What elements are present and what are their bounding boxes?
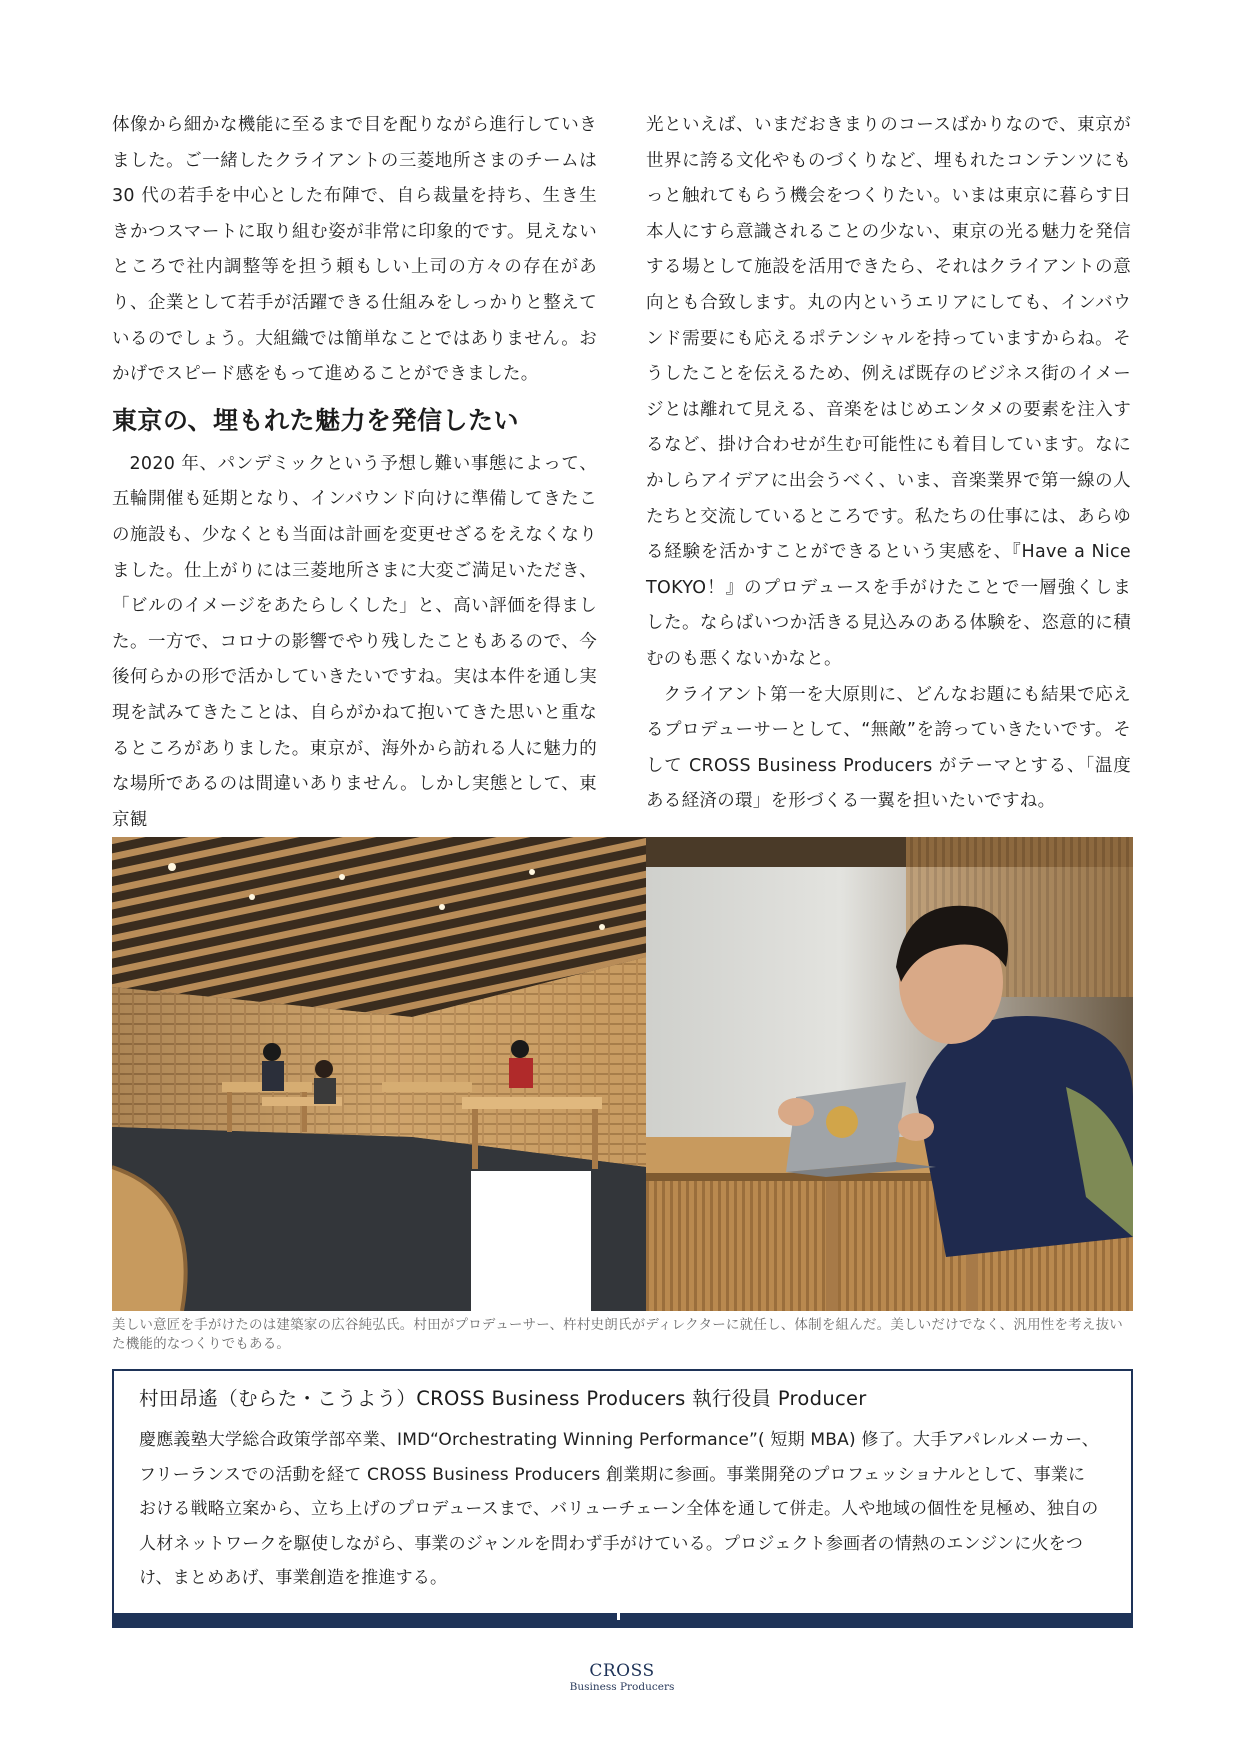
- profile-bar-tick: [617, 1613, 620, 1620]
- left-text-column: [112, 108, 597, 838]
- logo-sub-text: Business Producers: [569, 1681, 675, 1693]
- profile-box: [112, 1369, 1133, 1615]
- profile-footer-bar: [112, 1613, 1133, 1628]
- section-heading: 東京の、埋もれた魅力を発信したい: [112, 405, 520, 435]
- right-paragraph-1: 光といえば、いまだおきまりのコースばかりなので、東京が世界に誇る文化やものづくりなど、埋もれたコンテンツにもっと触れてもらう機会をつくりたい。いまは東京に暮らす日本人にすら意識されることの少ない、東京の光る魅力を発信する場として施設を活用できたら、それはクライアントの意向とも合致します。丸の内というエリアにしても、インバウンド需要にも応えるポテンシャルを持っていますからね。そうしたことを伝えるため、例えば既存のビジネス街のイメージとは離れて見える、音楽をはじめエンタメの要素を注入するなど、掛け合わせが生む可能性にも着目しています。なにかしらアイデアに出会うべく、いま、音楽業界で第一線の人たちと交流しているところです。私たちの仕事には、あらゆる経験を活かすことができるという実感を、『Have a Nice TOKYO！』のプロデュースを手がけたことで一層強くしました。ならばいつか活きる見込みのある体験を、恣意的に積むのも悪くないかなと。: [646, 115, 1131, 669]
- left-paragraph-1: 体像から細かな機能に至るまで目を配りながら進行していきました。ご一緒したクライアントの三菱地所さまのチームは 30 代の若手を中心とした布陣で、自ら裁量を持ち、生き生きかつスマートに取り組む姿が非常に印象的です。見えないところで社内調整等を担う頼もしい上司の方々の存在があり、企業として若手が活躍できる仕組みをしっかりと整えているのでしょう。大組織では簡単なことではありません。おかげでスピード感をもって進めることができました。: [112, 115, 597, 385]
- logo-main-text: CROSS: [589, 1661, 655, 1681]
- profile-bio: 慶應義塾大学総合政策学部卒業、IMD“Orchestrating Winning Performance”( 短期 MBA) 修了。大手アパレルメーカー、フリーランスでの活動を経て CROSS Business Producers 創業期に参画。事業開発のプロフェッショナルとして、事業における戦略立案から、立ち上げのプロデュースまで、バリューチェーン全体を通して併走。人や地域の個性を見極め、独自の人材ネットワークを駆使しながら、事業のジャンルを問わず手がけている。プロジェクト参画者の情熱のエンジンに火をつけ、まとめあげ、事業創造を推進する。: [139, 1430, 1099, 1589]
- right-paragraph-2: クライアント第一を大原則に、どんなお題にも結果で応えるプロデューサーとして、“無敵”を誇っていきたいです。そして CROSS Business Producers がテーマとする、「温度ある経済の環」を形づくる一翼を担いたいですね。: [646, 684, 1131, 812]
- right-text-column: [646, 108, 1131, 820]
- producer-photo: [646, 837, 1133, 1311]
- left-paragraph-2: 2020 年、パンデミックという予想し難い事態によって、五輪開催も延期となり、インバウンド向けに準備してきたこの施設も、少なくとも当面は計画を変更せざるをえなくなりました。仕上がりには三菱地所さまに大変ご満足いただき、「ビルのイメージをあたらしくした」と、高い評価を得ました。一方で、コロナの影響でやり残したこともあるので、今後何らかの形で活かしていきたいですね。実は本件を通し実現を試みてきたことは、自らがかねて抱いてきた思いと重なるところがありました。東京が、海外から訪れる人に魅力的な場所であるのは間違いありません。しかし実態として、東京観: [112, 453, 597, 830]
- photo-caption: 美しい意匠を手がけたのは建築家の広谷純弘氏。村田がプロデューサー、杵村史朗氏がディレクターに就任し、体制を組んだ。美しいだけでなく、汎用性を考え抜いた機能的なつくりでもある。: [112, 1317, 1123, 1352]
- photo-blank-patch: [471, 1171, 591, 1311]
- profile-name: 村田昂遙（むらた・こうよう）CROSS Business Producers 執行役員 Producer: [139, 1387, 867, 1410]
- company-logo: [567, 1661, 677, 1709]
